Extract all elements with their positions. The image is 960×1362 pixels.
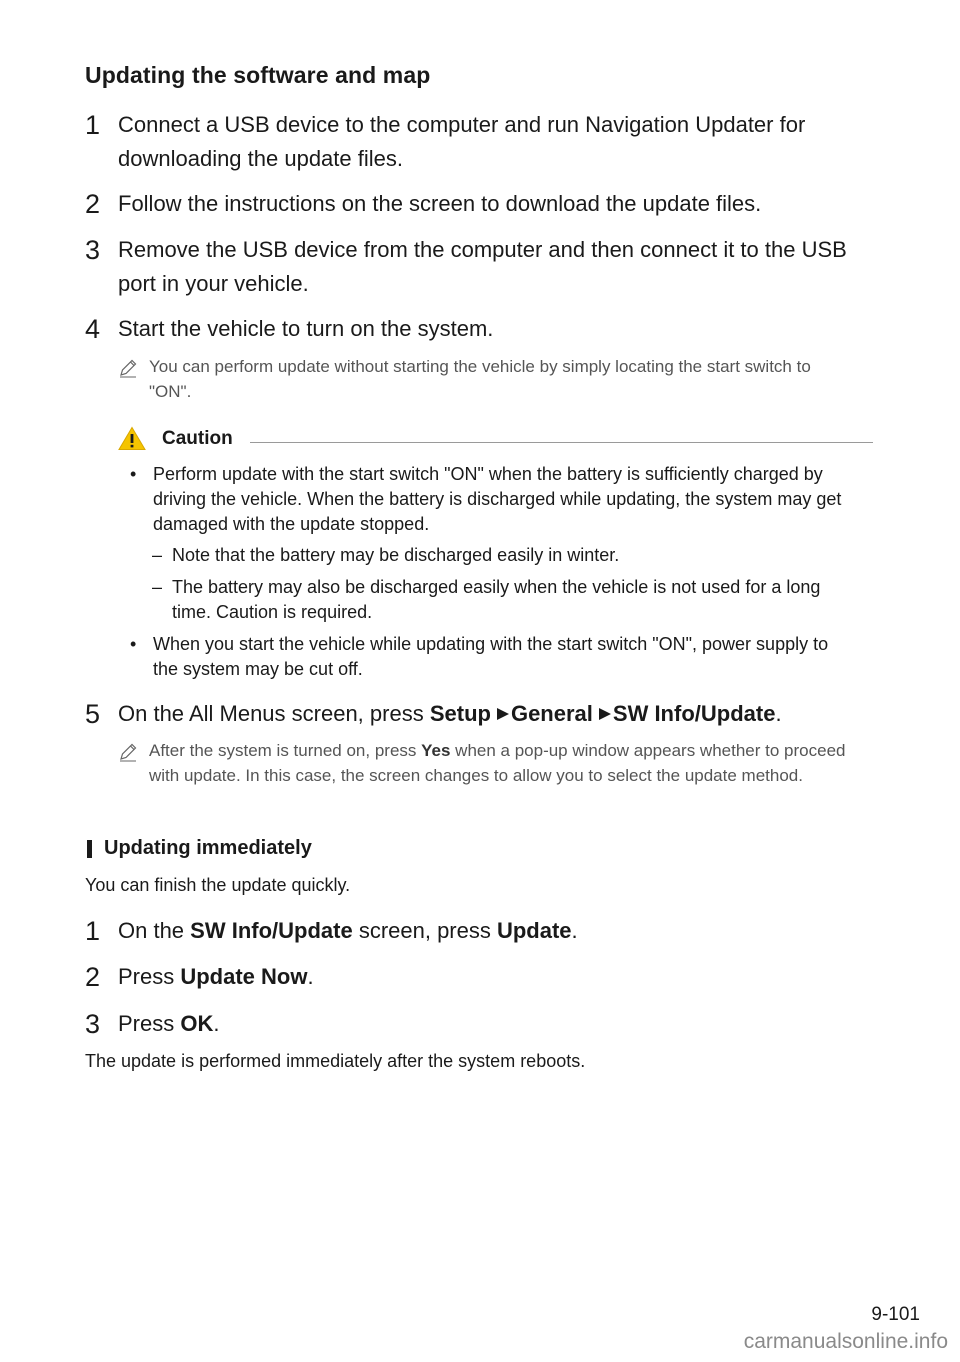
menu-general: General xyxy=(510,701,593,726)
step-text: Connect a USB device to the computer and run Navigation Updater for downloading the update files. xyxy=(118,112,806,171)
step-text-middle: screen, press xyxy=(352,918,497,943)
step-text xyxy=(118,1007,885,1041)
update-label: Update xyxy=(496,918,572,943)
watermark: carmanualsonline.info xyxy=(743,1330,948,1353)
bullet-text: Perform update with the start switch "ON" when the battery is sufficiently charged by driving the vehicle. When the battery is discharged while updating, the system may get damaged with the update stopped. xyxy=(153,464,842,534)
step-number: 2 xyxy=(85,962,101,992)
pencil-icon xyxy=(118,358,138,378)
sub-step-3 xyxy=(85,1007,885,1041)
caution-bullet-1 xyxy=(130,462,858,537)
dash-mark: – xyxy=(152,577,163,597)
step-3 xyxy=(85,233,885,301)
menu-setup: Setup xyxy=(429,701,491,726)
step-1 xyxy=(85,108,885,176)
section-heading-text: Updating immediately xyxy=(104,837,312,859)
step-text xyxy=(118,914,885,948)
step-text xyxy=(118,697,885,731)
step-text-prefix: On the xyxy=(118,918,191,943)
note-text xyxy=(149,738,848,788)
caution-divider xyxy=(250,442,873,443)
page-title: Updating the software and map xyxy=(85,62,431,88)
note-yes-label: Yes xyxy=(421,741,451,760)
step-text xyxy=(118,960,885,994)
screen-name: SW Info/Update xyxy=(190,918,353,943)
play-arrow-icon xyxy=(593,706,613,722)
step-text-prefix: Press xyxy=(118,964,181,989)
step-text: Start the vehicle to turn on the system. xyxy=(118,316,494,341)
ok-label: OK xyxy=(180,1011,214,1036)
play-arrow-icon xyxy=(491,706,511,722)
menu-sw-info-update: SW Info/Update xyxy=(612,701,776,726)
step-text-prefix: On the All Menus screen, press xyxy=(118,701,430,726)
note-text-suffix: when a pop-up window appears whether to proceed with update. In this case, the screen changes to allow you to select the update method. xyxy=(149,741,846,785)
dash-mark: – xyxy=(152,545,163,565)
step-number: 5 xyxy=(85,699,101,729)
step-number: 1 xyxy=(85,110,101,140)
bullet-mark: • xyxy=(130,634,137,654)
step-text-suffix: . xyxy=(307,964,314,989)
step-number: 3 xyxy=(85,235,101,265)
step-2 xyxy=(85,187,885,221)
step-text: Follow the instructions on the screen to download the update files. xyxy=(118,191,762,216)
step-text-prefix: Press xyxy=(118,1011,181,1036)
note-text-prefix: After the system is turned on, press xyxy=(149,741,422,760)
step-number: 3 xyxy=(85,1009,101,1039)
step-text: Remove the USB device from the computer and then connect it to the USB port in your vehicle. xyxy=(118,237,847,296)
step-5 xyxy=(85,697,885,731)
sub-step-1 xyxy=(85,914,885,948)
section-marker xyxy=(87,840,92,858)
sub-item-text: Note that the battery may be discharged easily in winter. xyxy=(172,545,620,565)
caution-bullet-2 xyxy=(130,632,858,682)
step-number: 2 xyxy=(85,189,101,219)
step-text-suffix: . xyxy=(571,918,578,943)
caution-label: Caution xyxy=(162,428,233,449)
pencil-icon xyxy=(118,742,138,762)
note-start-switch xyxy=(118,354,848,404)
step-text-suffix: . xyxy=(213,1011,220,1036)
bullet-text: When you start the vehicle while updating with the start switch "ON", power supply to the system may be cut off. xyxy=(153,634,829,679)
caution-header xyxy=(118,426,873,452)
step-number: 1 xyxy=(85,916,101,946)
bullet-mark: • xyxy=(130,464,137,484)
sub-step-2 xyxy=(85,960,885,994)
note-popup-window xyxy=(118,738,848,788)
step-text-suffix: . xyxy=(775,701,782,726)
section-closing: The update is performed immediately after the system reboots. xyxy=(85,1051,586,1071)
update-now-label: Update Now xyxy=(180,964,308,989)
step-number: 4 xyxy=(85,314,101,344)
section-intro: You can finish the update quickly. xyxy=(85,875,351,895)
step-4 xyxy=(85,312,885,346)
caution-sub-item-1 xyxy=(152,543,858,568)
warning-triangle-icon xyxy=(118,426,146,451)
section-heading xyxy=(85,834,312,862)
caution-sub-item-2 xyxy=(152,575,858,625)
page-number: 9-101 xyxy=(871,1304,920,1325)
note-text: You can perform update without starting the vehicle by simply locating the start switch to "ON". xyxy=(149,357,811,401)
sub-item-text: The battery may also be discharged easily when the vehicle is not used for a long time. Caution is required. xyxy=(172,577,821,622)
